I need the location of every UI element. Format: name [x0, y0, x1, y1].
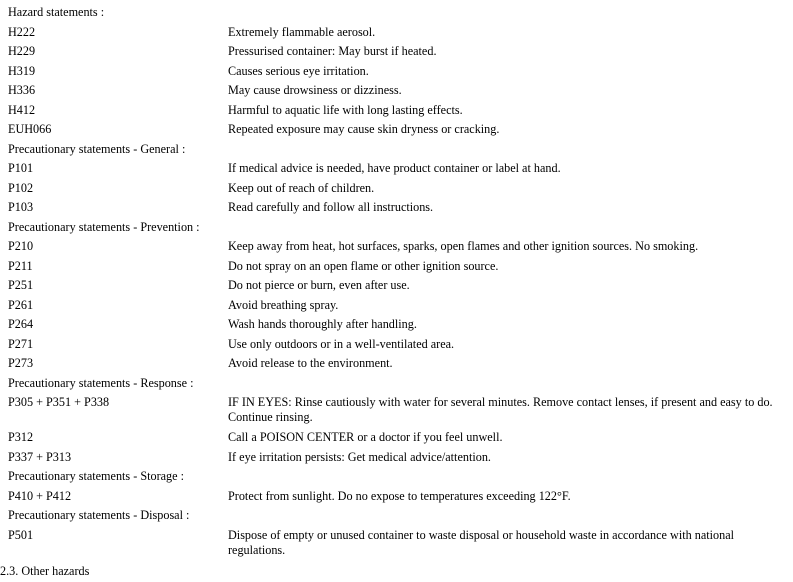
statement-code: P210: [8, 239, 34, 253]
statement-code: H336: [8, 83, 36, 97]
section-heading: Precautionary statements - Prevention :: [8, 219, 200, 234]
statement-code: H222: [8, 24, 36, 39]
statement-code: P101: [8, 161, 34, 175]
statement-text: Keep out of reach of children.: [228, 180, 375, 195]
statement-text: Protect from sunlight. Do no expose to temperatures exceeding 122°F.: [228, 488, 571, 503]
statement-text: Read carefully and follow all instructions.: [228, 200, 434, 214]
statement-code: P312: [8, 430, 34, 444]
statement-code: H229: [8, 44, 36, 58]
statement-text: Dispose of empty or unused container to waste disposal or household waste in accordance with national regulations.: [228, 527, 734, 557]
statement-text: Causes serious eye irritation.: [228, 63, 369, 78]
statement-row: [0, 315, 793, 335]
statement-row: [0, 237, 793, 257]
statement-code: P501: [8, 527, 34, 542]
statement-row: [0, 276, 793, 296]
section-heading: Hazard statements :: [8, 5, 105, 19]
statement-text: Pressurised container: May burst if heated.: [228, 44, 437, 58]
statement-code: P271: [8, 336, 34, 351]
statement-row: [0, 81, 793, 101]
statement-text: Call a POISON CENTER or a doctor if you feel unwell.: [228, 430, 503, 444]
section-heading: Precautionary statements - Storage :: [8, 469, 184, 483]
statement-row: [0, 428, 793, 448]
statement-text: Do not spray on an open flame or other ignition source.: [228, 258, 499, 273]
statement-text: Avoid breathing spray.: [228, 297, 339, 312]
statement-code: P273: [8, 356, 34, 370]
statement-text: Wash hands thoroughly after handling.: [228, 317, 417, 331]
statement-code: P211: [8, 258, 33, 273]
statement-text: Use only outdoors or in a well-ventilated area.: [228, 336, 455, 351]
statement-text: Do not pierce or burn, even after use.: [228, 278, 410, 292]
statement-row: [0, 354, 793, 374]
statement-row: [0, 393, 793, 428]
statement-text: Repeated exposure may cause skin dryness or cracking.: [228, 122, 500, 136]
statement-code: H319: [8, 63, 36, 78]
statement-row: [0, 296, 793, 316]
statement-text: If medical advice is needed, have product container or label at hand.: [228, 161, 561, 175]
statement-row: [0, 42, 793, 62]
statement-row: [0, 101, 793, 121]
statement-row: [0, 179, 793, 199]
statement-row: [0, 448, 793, 468]
statement-code: H412: [8, 102, 36, 117]
statement-row: [0, 23, 793, 43]
statement-code: P261: [8, 297, 34, 312]
statement-code: P103: [8, 200, 34, 214]
statement-text: Keep away from heat, hot surfaces, sparks, open flames and other ignition sources. No smoking.: [228, 239, 699, 253]
statement-row: [0, 159, 793, 179]
statement-text: Extremely flammable aerosol.: [228, 24, 376, 39]
statement-row: [0, 198, 793, 218]
statement-code: P305 + P351 + P338: [8, 395, 110, 409]
statement-row: [0, 335, 793, 355]
statement-code: P264: [8, 317, 34, 331]
section-heading: Precautionary statements - Disposal :: [8, 508, 190, 522]
section-heading: Precautionary statements - General :: [8, 141, 186, 156]
section-heading: Precautionary statements - Response :: [8, 375, 194, 390]
statement-text: Avoid release to the environment.: [228, 356, 393, 370]
statement-code: P102: [8, 180, 34, 195]
statement-text: Harmful to aquatic life with long lasting effects.: [228, 102, 463, 117]
statement-code: P410 + P412: [8, 488, 72, 503]
statement-code: EUH066: [8, 122, 52, 136]
statement-row: [0, 62, 793, 82]
next-section-heading: 2.3. Other hazards: [0, 564, 90, 578]
statement-text: May cause drowsiness or dizziness.: [228, 83, 402, 97]
statement-text: If eye irritation persists: Get medical advice/attention.: [228, 449, 491, 464]
statement-row: [0, 257, 793, 277]
statement-row: [0, 526, 793, 561]
statement-text: IF IN EYES: Rinse cautiously with water for several minutes. Remove contact lenses, if present and easy to do. Continue rinsing.: [228, 395, 773, 424]
statement-code: P337 + P313: [8, 449, 72, 464]
statement-row: [0, 120, 793, 140]
statement-row: [0, 487, 793, 507]
statement-code: P251: [8, 278, 34, 292]
